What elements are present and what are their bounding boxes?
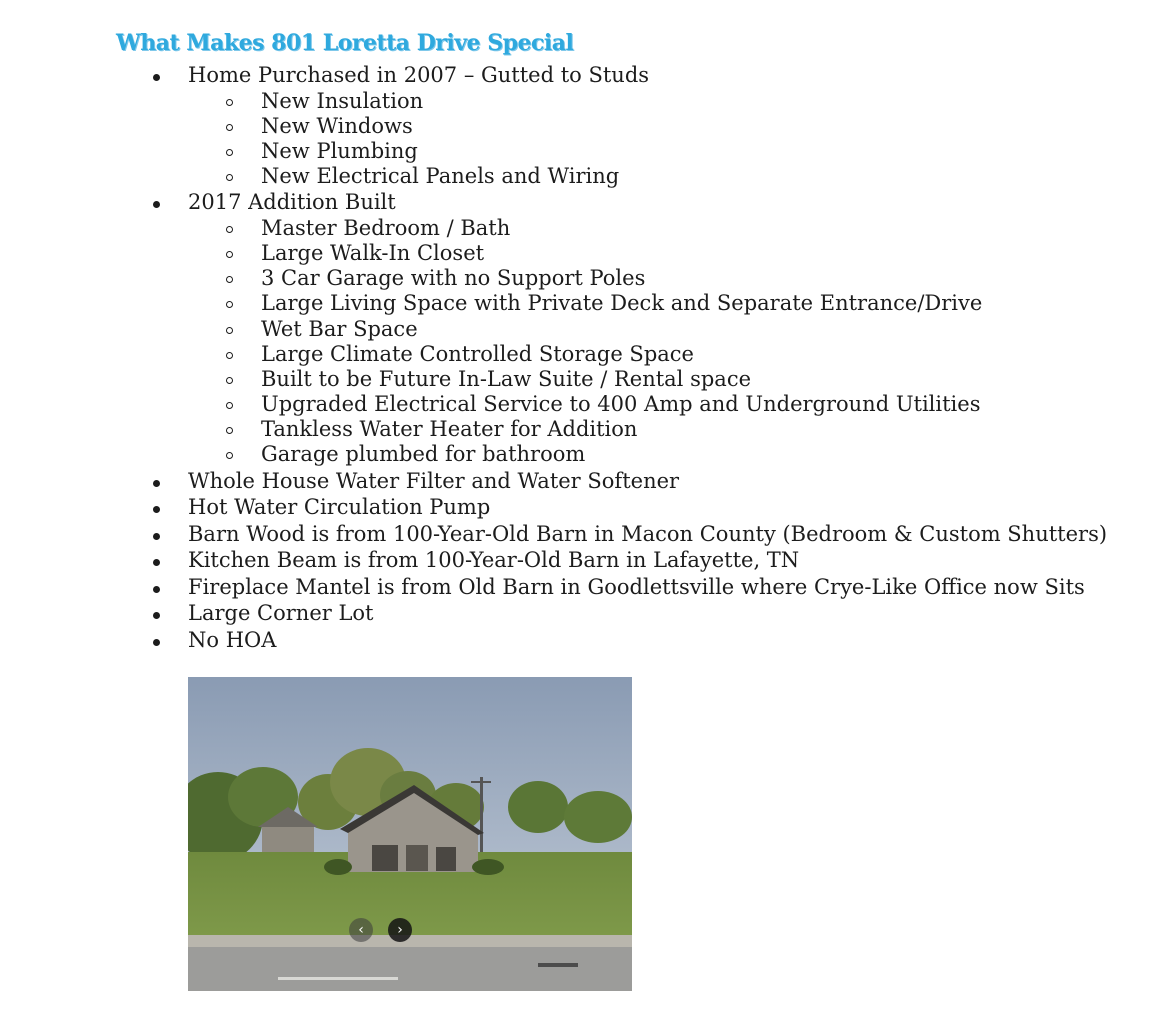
list-item [0, 521, 1150, 548]
sub-list-item-text: Master Bedroom / Bath [261, 215, 511, 240]
sub-list-item [0, 139, 1150, 164]
circle-bullet-icon [226, 226, 233, 233]
list-item-text: Home Purchased in 2007 – Gutted to Studs [188, 63, 650, 87]
circle-bullet-icon [226, 276, 233, 283]
list-item-text: No HOA [188, 627, 277, 652]
sub-list-item [0, 114, 1150, 139]
list-item-text: Hot Water Circulation Pump [188, 495, 491, 520]
circle-bullet-icon [226, 402, 233, 409]
sub-list-item [0, 291, 1150, 316]
list-item-text: Large Corner Lot [188, 601, 374, 626]
sub-list-item-text: New Plumbing [261, 138, 418, 163]
circle-bullet-icon [226, 301, 233, 308]
sub-list-item-text: New Windows [261, 113, 413, 138]
bullet-icon [153, 559, 160, 566]
bullet-icon [153, 533, 160, 540]
sub-list-item [0, 442, 1150, 467]
bullet-icon [153, 480, 160, 487]
circle-bullet-icon [226, 327, 233, 334]
circle-bullet-icon [226, 124, 233, 131]
circle-bullet-icon [226, 251, 233, 258]
list-item-text: 2017 Addition Built [188, 190, 396, 215]
bullet-icon [153, 74, 160, 81]
list-item [0, 189, 1150, 216]
bullet-icon [153, 586, 160, 593]
circle-bullet-icon [226, 377, 233, 384]
sub-list-item-text: New Insulation [261, 88, 424, 113]
sub-list-item-text: Built to be Future In-Law Suite / Rental space [261, 366, 752, 391]
bullet-icon [153, 506, 160, 513]
sub-list-item [0, 164, 1150, 189]
sub-list [0, 89, 1150, 190]
sub-list-item-text: New Electrical Panels and Wiring [261, 164, 620, 189]
sub-list-item [0, 216, 1150, 241]
list-item [0, 574, 1150, 601]
list-item-text: Barn Wood is from 100-Year-Old Barn in Macon County (Bedroom & Custom Shutters) [188, 521, 1108, 546]
list-item-text: Whole House Water Filter and Water Softener [188, 468, 680, 493]
sub-list-item-text: Large Living Space with Private Deck and Separate Entrance/Drive [261, 291, 983, 316]
sub-list-item [0, 342, 1150, 367]
list-item [0, 468, 1150, 495]
list-item [0, 600, 1150, 627]
circle-bullet-icon [226, 352, 233, 359]
sub-list-item-text: Wet Bar Space [261, 316, 418, 341]
circle-bullet-icon [226, 174, 233, 181]
page-title: What Makes 801 Loretta Drive Special [116, 30, 574, 56]
next-photo-button[interactable]: › [388, 918, 412, 942]
sub-list-item-text: Tankless Water Heater for Addition [261, 417, 638, 442]
street-view-photo [188, 677, 632, 991]
sub-list-item [0, 241, 1150, 266]
bullet-icon [153, 612, 160, 619]
sub-list-item [0, 367, 1150, 392]
sub-list-item [0, 89, 1150, 114]
sub-list-item [0, 266, 1150, 291]
circle-bullet-icon [226, 452, 233, 459]
list-item-text: Fireplace Mantel is from Old Barn in Goodlettsville where Crye-Like Office now Sits [188, 574, 1085, 599]
sub-list [0, 216, 1150, 468]
previous-photo-button[interactable]: ‹ [349, 918, 373, 942]
sub-list-item-text: Large Climate Controlled Storage Space [261, 341, 694, 366]
sub-list-item-text: Upgraded Electrical Service to 400 Amp and Underground Utilities [261, 392, 981, 417]
circle-bullet-icon [226, 427, 233, 434]
sub-list-item [0, 317, 1150, 342]
sub-list-item-text: Large Walk-In Closet [261, 240, 485, 265]
list-item [0, 627, 1150, 654]
feature-list [0, 62, 1150, 653]
list-item [0, 62, 1150, 89]
circle-bullet-icon [226, 99, 233, 106]
sub-list-item-text: Garage plumbed for bathroom [261, 442, 586, 467]
bullet-icon [153, 639, 160, 646]
list-item [0, 547, 1150, 574]
sub-list-item-text: 3 Car Garage with no Support Poles [261, 266, 646, 291]
list-item [0, 494, 1150, 521]
sub-list-item [0, 392, 1150, 417]
bullet-icon [153, 201, 160, 208]
sub-list-item [0, 417, 1150, 442]
circle-bullet-icon [226, 149, 233, 156]
list-item-text: Kitchen Beam is from 100-Year-Old Barn in Lafayette, TN [188, 548, 800, 573]
